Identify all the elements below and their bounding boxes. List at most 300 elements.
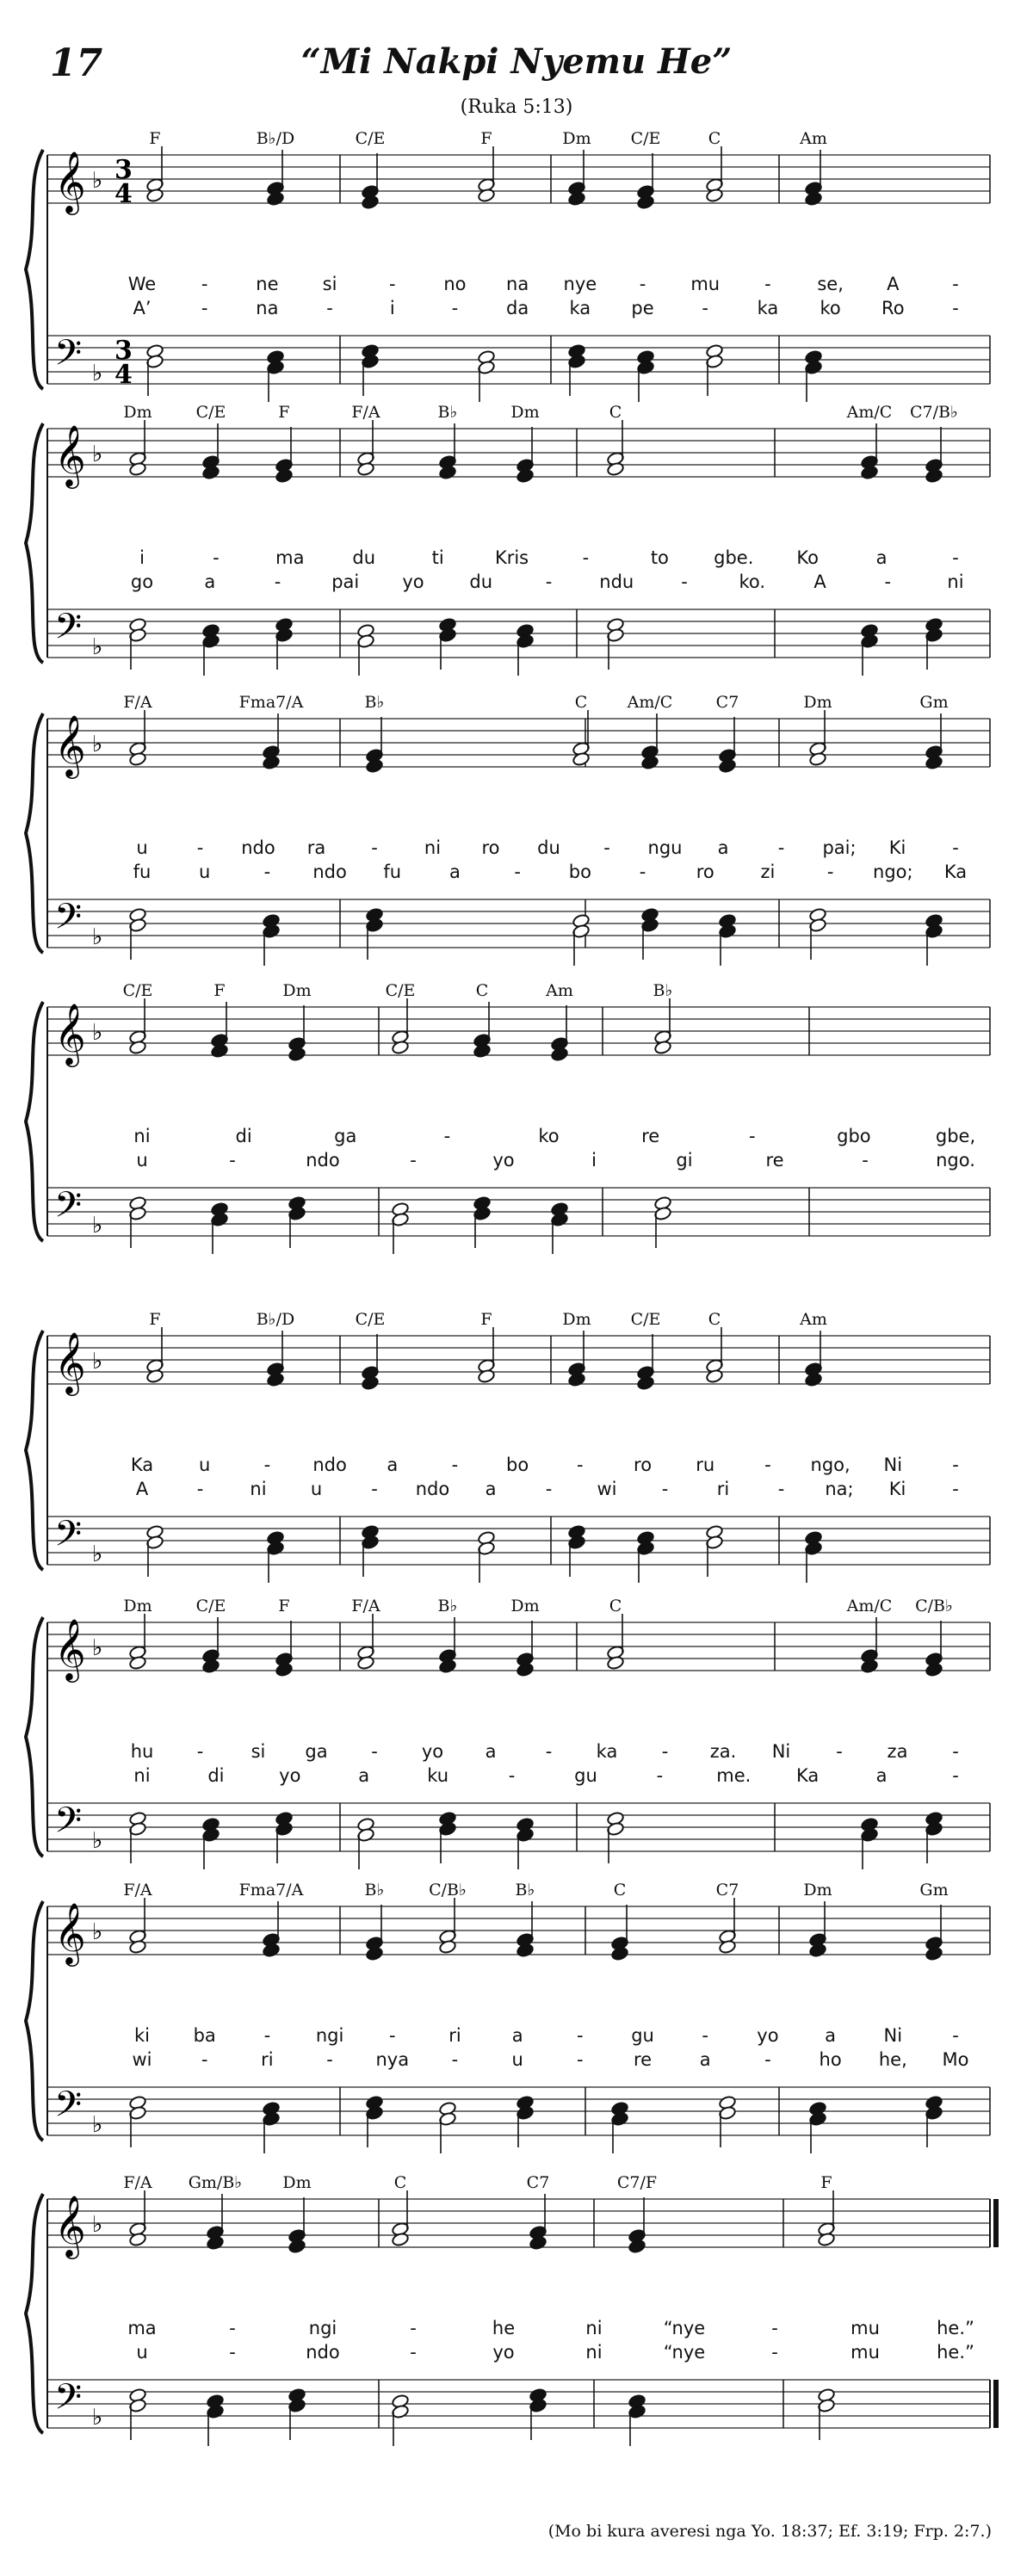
lyric-verse1-syllable: - <box>764 274 771 294</box>
lyric-verse1-syllable: a <box>717 837 729 858</box>
lyric-verse1-syllable: ti <box>431 547 444 568</box>
lyric-verse2-syllable: mu <box>851 2342 880 2363</box>
lyric-verse2-syllable: - <box>514 862 521 882</box>
lyric-verse1-syllable: hu <box>130 1741 154 1762</box>
lyric-verse2-syllable: re <box>765 1150 784 1171</box>
chord-symbol: Am <box>800 1310 827 1329</box>
lyric-verse2-syllable: ni <box>947 571 964 592</box>
lyric-verse2-syllable: ko <box>820 298 841 318</box>
lyric-verse2-syllable: A <box>135 1479 149 1499</box>
lyric-verse1-syllable: We <box>127 274 157 294</box>
footnote: (Mo bi kura averesi nga Yo. 18:37; Ef. 3:19; Frp. 2:7.) <box>547 2522 992 2541</box>
lyric-verse1-syllable: - <box>263 1455 271 1475</box>
lyric-verse2-syllable: - <box>201 2049 208 2070</box>
staff-system-graphic <box>0 403 1033 687</box>
lyric-verse2-syllable: A’ <box>133 298 152 318</box>
chord-symbol: F/A <box>351 1597 380 1615</box>
lyric-verse2-syllable: pe <box>631 298 654 318</box>
lyric-verse1-syllable: Kris <box>494 547 529 568</box>
svg-text:𝄞: 𝄞 <box>54 423 86 486</box>
chord-symbol: F/A <box>123 2173 152 2192</box>
lyric-verse2-syllable: - <box>777 1479 785 1499</box>
chord-symbol: C7 <box>526 2173 550 2192</box>
lyric-verse2-syllable: ndo <box>312 862 347 882</box>
svg-text:𝄞: 𝄞 <box>54 1331 86 1393</box>
lyric-verse2-syllable: ngo; <box>873 862 913 882</box>
lyric-verse1-syllable: - <box>952 547 959 568</box>
lyric-verse2-syllable: - <box>508 1765 516 1786</box>
chord-symbol: Am <box>546 981 573 1000</box>
lyric-verse1-syllable: - <box>582 547 590 568</box>
music-system <box>0 1881 1033 2165</box>
lyric-verse2-syllable: ka <box>757 298 779 318</box>
lyric-verse1-syllable: - <box>952 2025 959 2046</box>
chord-symbol: B♭ <box>437 1597 458 1615</box>
lyric-verse2-syllable: ni <box>585 2342 603 2363</box>
lyric-verse2-syllable: - <box>639 862 646 882</box>
lyric-verse2-syllable: ndo <box>306 1150 340 1171</box>
svg-text:♭: ♭ <box>92 442 103 467</box>
lyric-verse2-syllable: - <box>274 571 281 592</box>
lyric-verse1-syllable: - <box>410 2318 417 2338</box>
chord-symbol: F <box>278 403 290 422</box>
lyric-verse1-syllable: si <box>322 274 337 294</box>
svg-text:4: 4 <box>114 360 133 390</box>
lyric-verse2-syllable: - <box>952 1765 959 1786</box>
lyric-verse1-syllable: ngo, <box>810 1455 851 1475</box>
lyric-verse1-syllable: to <box>650 547 669 568</box>
lyric-verse1-syllable: ba <box>193 2025 216 2046</box>
chord-symbol: F <box>820 2173 832 2192</box>
lyric-verse1-syllable: - <box>451 1455 459 1475</box>
lyric-verse1-syllable: na <box>506 274 529 294</box>
chord-symbol: C <box>393 2173 407 2192</box>
lyric-verse1-syllable: a <box>511 2025 523 2046</box>
lyric-verse2-syllable: A <box>813 571 826 592</box>
lyric-verse2-syllable: - <box>764 2049 771 2070</box>
lyric-verse1-syllable: ndo <box>312 1455 347 1475</box>
staff-system-graphic <box>0 981 1033 1265</box>
lyric-verse2-syllable: - <box>952 298 959 318</box>
lyric-verse2-syllable: ri <box>261 2049 274 2070</box>
lyric-verse1-syllable: - <box>952 1741 959 1762</box>
lyric-verse1-syllable: - <box>213 547 220 568</box>
lyric-verse1-syllable: - <box>748 1126 756 1146</box>
lyric-verse1-syllable: di <box>235 1126 252 1146</box>
lyric-verse2-syllable: he, <box>878 2049 907 2070</box>
chord-symbol: F/A <box>123 693 152 712</box>
music-system <box>0 2173 1033 2457</box>
lyric-verse1-syllable: yo <box>757 2025 779 2046</box>
lyric-verse1-syllable: bo <box>506 1455 529 1475</box>
lyric-verse1-syllable: du <box>537 837 560 858</box>
lyric-verse2-syllable: nya <box>375 2049 410 2070</box>
lyric-verse1-syllable: - <box>777 837 785 858</box>
lyric-verse1-syllable: - <box>702 2025 709 2046</box>
chord-symbol: C/E <box>355 129 386 148</box>
lyric-verse1-syllable: re <box>641 1126 660 1146</box>
lyric-verse1-syllable: mu <box>851 2318 880 2338</box>
lyric-verse1-syllable: - <box>577 1455 584 1475</box>
scripture-reference: (Ruka 5:13) <box>460 96 573 118</box>
svg-text:♭: ♭ <box>92 1541 103 1567</box>
lyric-verse2-syllable: - <box>702 298 709 318</box>
lyric-verse1-syllable: - <box>764 1455 771 1475</box>
lyric-verse2-syllable: - <box>229 2342 236 2363</box>
lyric-verse1-syllable: - <box>952 274 959 294</box>
lyric-verse1-syllable: pai; <box>822 837 857 858</box>
chord-symbol: C/E <box>355 1310 386 1329</box>
lyric-verse1-syllable: ngi <box>308 2318 337 2338</box>
lyric-verse1-syllable: Ni <box>883 1455 903 1475</box>
lyric-verse1-syllable: gbe, <box>935 1126 976 1146</box>
svg-text:𝄢: 𝄢 <box>54 1513 83 1563</box>
chord-symbol: C <box>708 129 721 148</box>
lyric-verse1-syllable: no <box>443 274 467 294</box>
lyric-verse2-syllable: ri <box>716 1479 730 1499</box>
lyric-verse2-syllable: gi <box>676 1150 693 1171</box>
lyric-verse1-syllable: Ni <box>883 2025 903 2046</box>
svg-text:♭: ♭ <box>92 1213 103 1239</box>
hymn-number: 17 <box>50 41 103 85</box>
chord-symbol: Dm <box>510 403 540 422</box>
music-system <box>0 1310 1033 1594</box>
lyric-verse2-syllable: - <box>545 1479 553 1499</box>
lyric-verse2-syllable: - <box>371 1479 378 1499</box>
chord-symbol: Gm <box>919 1881 949 1900</box>
chord-symbol: Gm <box>919 693 949 712</box>
lyric-verse1-syllable: ko <box>538 1126 560 1146</box>
lyric-verse1-syllable: ga <box>305 1741 328 1762</box>
lyric-verse2-syllable: ndo <box>306 2342 340 2363</box>
lyric-verse1-syllable: ne <box>256 274 279 294</box>
lyric-verse1-syllable: ri <box>448 2025 461 2046</box>
lyric-verse2-syllable: da <box>506 298 529 318</box>
svg-text:𝄢: 𝄢 <box>54 1800 83 1850</box>
chord-symbol: B♭ <box>653 981 673 1000</box>
lyric-verse1-syllable: i <box>139 547 145 568</box>
lyric-verse2-syllable: u <box>511 2049 523 2070</box>
lyric-verse2-syllable: ngo. <box>936 1150 975 1171</box>
lyric-verse2-syllable: u <box>310 1479 323 1499</box>
lyric-verse1-syllable: u <box>136 837 148 858</box>
chord-symbol: B♭ <box>364 1881 385 1900</box>
lyric-verse2-syllable: he.” <box>937 2342 974 2363</box>
lyric-verse1-syllable: yo <box>421 1741 444 1762</box>
lyric-verse2-syllable: - <box>656 1765 664 1786</box>
chord-symbol: B♭ <box>437 403 458 422</box>
lyric-verse1-syllable: za. <box>709 1741 737 1762</box>
svg-text:3: 3 <box>114 155 133 185</box>
lyric-verse1-syllable: ma <box>127 2318 157 2338</box>
lyric-verse2-syllable: - <box>884 571 892 592</box>
chord-symbol: F <box>149 1310 161 1329</box>
svg-text:♭: ♭ <box>92 1020 103 1046</box>
chord-symbol: C/E <box>122 981 153 1000</box>
lyric-verse1-syllable: - <box>263 2025 271 2046</box>
chord-symbol: Fma7/A <box>238 1881 304 1900</box>
chord-symbol: C <box>475 981 489 1000</box>
chord-symbol: Fma7/A <box>238 693 304 712</box>
lyric-verse1-syllable: he.” <box>937 2318 974 2338</box>
svg-text:𝄞: 𝄞 <box>54 1002 86 1065</box>
svg-text:♭: ♭ <box>92 732 103 757</box>
lyric-verse1-syllable: Ko <box>796 547 819 568</box>
lyric-verse1-syllable: - <box>952 1455 959 1475</box>
svg-text:♭: ♭ <box>92 2112 103 2138</box>
svg-text:𝄞: 𝄞 <box>54 1901 86 1964</box>
lyric-verse2-syllable: i <box>591 1150 597 1171</box>
lyric-verse1-syllable: ro <box>481 837 500 858</box>
lyric-verse1-syllable: ru <box>696 1455 715 1475</box>
lyric-verse2-syllable: - <box>545 571 553 592</box>
lyric-verse2-syllable: - <box>196 1479 204 1499</box>
chord-symbol: F <box>213 981 226 1000</box>
lyric-verse1-syllable: za <box>887 1741 908 1762</box>
lyric-verse1-syllable: a <box>875 547 888 568</box>
lyric-verse2-syllable: a <box>875 1765 888 1786</box>
svg-text:𝄢: 𝄢 <box>54 1184 83 1234</box>
chord-symbol: Dm <box>803 1881 832 1900</box>
lyric-verse2-syllable: - <box>681 571 688 592</box>
lyric-verse2-syllable: yo <box>492 1150 515 1171</box>
lyric-verse1-syllable: - <box>952 837 959 858</box>
lyric-verse2-syllable: me. <box>716 1765 752 1786</box>
chord-symbol: C7 <box>715 693 739 712</box>
lyric-verse2-syllable: i <box>389 298 395 318</box>
lyric-verse2-syllable: - <box>263 862 271 882</box>
lyric-verse2-syllable: fu <box>383 862 402 882</box>
svg-text:♭: ♭ <box>92 1635 103 1661</box>
chord-symbol: B♭ <box>515 1881 535 1900</box>
svg-text:𝄢: 𝄢 <box>54 606 83 656</box>
lyric-verse2-syllable: di <box>207 1765 225 1786</box>
chord-symbol: C <box>613 1881 627 1900</box>
chord-symbol: Dm <box>510 1597 540 1615</box>
chord-symbol: C7 <box>715 1881 739 1900</box>
music-system <box>0 1597 1033 1881</box>
chord-symbol: F/A <box>123 1881 152 1900</box>
lyric-verse1-syllable: - <box>443 1126 451 1146</box>
chord-symbol: B♭ <box>364 693 385 712</box>
music-system <box>0 129 1033 413</box>
music-system <box>0 403 1033 687</box>
lyric-verse2-syllable: du <box>469 571 493 592</box>
chord-symbol: C/B♭ <box>429 1881 467 1900</box>
lyric-verse2-syllable: na; <box>825 1479 854 1499</box>
lyric-verse1-syllable: ro <box>634 1455 653 1475</box>
lyric-verse1-syllable: se, <box>817 274 844 294</box>
lyric-verse2-syllable: yo <box>492 2342 515 2363</box>
chord-symbol: C <box>609 1597 622 1615</box>
lyric-verse2-syllable: Ki <box>888 1479 906 1499</box>
lyric-verse2-syllable: Mo <box>942 2049 969 2070</box>
svg-text:♭: ♭ <box>92 924 103 950</box>
svg-text:𝄞: 𝄞 <box>54 2194 86 2257</box>
lyric-verse1-syllable: ga <box>334 1126 357 1146</box>
lyric-verse1-syllable: - <box>371 837 378 858</box>
lyric-verse2-syllable: u <box>136 1150 148 1171</box>
lyric-verse2-syllable: gu <box>574 1765 597 1786</box>
lyric-verse2-syllable: zi <box>760 862 776 882</box>
chord-symbol: C/E <box>195 1597 226 1615</box>
lyric-verse1-syllable: gbo <box>837 1126 871 1146</box>
chord-symbol: C/E <box>630 129 661 148</box>
chord-symbol: Dm <box>123 403 152 422</box>
lyric-verse2-syllable: a <box>485 1479 497 1499</box>
chord-symbol: C/E <box>385 981 416 1000</box>
svg-text:♭: ♭ <box>92 168 103 194</box>
chord-symbol: B♭/D <box>256 1310 295 1329</box>
lyric-verse2-syllable: u <box>199 862 211 882</box>
chord-symbol: Dm <box>562 129 591 148</box>
lyric-verse1-syllable: ndo <box>241 837 275 858</box>
chord-symbol: F/A <box>351 403 380 422</box>
staff-system-graphic <box>0 693 1033 977</box>
lyric-verse2-syllable: a <box>358 1765 370 1786</box>
svg-text:𝄢: 𝄢 <box>54 896 83 946</box>
lyric-verse2-syllable: re <box>633 2049 653 2070</box>
svg-text:♭: ♭ <box>92 1919 103 1945</box>
chord-symbol: F <box>278 1597 290 1615</box>
lyric-verse1-syllable: gbe. <box>714 547 754 568</box>
chord-symbol: Am <box>800 129 827 148</box>
svg-text:♭: ♭ <box>92 634 103 660</box>
lyric-verse2-syllable: Ka <box>796 1765 820 1786</box>
svg-text:𝄞: 𝄞 <box>54 1617 86 1680</box>
lyric-verse1-syllable: - <box>196 837 204 858</box>
lyric-verse1-syllable: A <box>887 274 900 294</box>
lyric-verse1-syllable: - <box>836 1741 843 1762</box>
lyric-verse1-syllable: - <box>545 1741 553 1762</box>
svg-text:♭: ♭ <box>92 361 103 386</box>
lyric-verse1-syllable: “nye <box>663 2318 706 2338</box>
lyric-verse2-syllable: yo <box>279 1765 301 1786</box>
lyric-verse2-syllable: a <box>204 571 216 592</box>
lyric-verse1-syllable: a <box>825 2025 837 2046</box>
lyric-verse2-syllable: - <box>577 2049 584 2070</box>
lyric-verse2-syllable: “nye <box>663 2342 706 2363</box>
chord-symbol: Dm <box>562 1310 591 1329</box>
lyric-verse1-syllable: he <box>492 2318 516 2338</box>
lyric-verse1-syllable: ki <box>134 2025 150 2046</box>
lyric-verse1-syllable: - <box>639 274 646 294</box>
lyric-verse2-syllable: - <box>229 1150 236 1171</box>
lyric-verse2-syllable: ro <box>696 862 714 882</box>
chord-symbol: B♭/D <box>256 129 295 148</box>
lyric-verse1-syllable: ngi <box>315 2025 344 2046</box>
lyric-verse1-syllable: ni <box>585 2318 603 2338</box>
lyric-verse2-syllable: ni <box>250 1479 267 1499</box>
lyric-verse1-syllable: mu <box>690 274 721 294</box>
svg-text:3: 3 <box>114 336 133 366</box>
chord-symbol: F <box>480 1310 492 1329</box>
lyric-verse1-syllable: Ki <box>888 837 906 858</box>
lyric-verse2-syllable: ndo <box>415 1479 450 1499</box>
chord-symbol: Am/C <box>846 1597 893 1615</box>
svg-text:♭: ♭ <box>92 1349 103 1374</box>
lyric-verse1-syllable: - <box>201 274 208 294</box>
svg-text:4: 4 <box>114 179 133 209</box>
lyric-verse1-syllable: Ka <box>130 1455 154 1475</box>
lyric-verse2-syllable: a <box>449 862 461 882</box>
lyric-verse2-syllable: ka <box>569 298 591 318</box>
lyric-verse2-syllable: - <box>201 298 208 318</box>
chord-symbol: F <box>480 129 492 148</box>
lyric-verse1-syllable: - <box>388 2025 396 2046</box>
lyric-verse1-syllable: - <box>771 2318 778 2338</box>
chord-symbol: C7/B♭ <box>910 403 958 422</box>
lyric-verse2-syllable: - <box>952 1479 959 1499</box>
svg-text:𝄢: 𝄢 <box>54 332 83 382</box>
staff-system-graphic <box>0 1881 1033 2165</box>
lyric-verse2-syllable: - <box>862 1150 869 1171</box>
svg-text:♭: ♭ <box>92 2212 103 2238</box>
lyric-verse2-syllable: ko. <box>739 571 766 592</box>
lyric-verse2-syllable: - <box>410 2342 417 2363</box>
chord-symbol: C/B♭ <box>915 1597 953 1615</box>
lyric-verse2-syllable: - <box>410 1150 417 1171</box>
lyric-verse1-syllable: ra <box>306 837 326 858</box>
lyric-verse2-syllable: u <box>136 2342 148 2363</box>
svg-text:♭: ♭ <box>92 1828 103 1854</box>
svg-text:𝄢: 𝄢 <box>54 2376 83 2426</box>
lyric-verse1-syllable: - <box>229 2318 236 2338</box>
chord-symbol: Am/C <box>846 403 893 422</box>
lyric-verse2-syllable: go <box>130 571 154 592</box>
chord-symbol: Dm <box>282 981 312 1000</box>
chord-symbol: C <box>609 403 622 422</box>
lyric-verse1-syllable: a <box>387 1455 399 1475</box>
lyric-verse2-syllable: Ka <box>943 862 968 882</box>
lyric-verse1-syllable: ni <box>424 837 442 858</box>
lyric-verse1-syllable: ni <box>133 1126 151 1146</box>
lyric-verse2-syllable: wi <box>597 1479 617 1499</box>
lyric-verse2-syllable: - <box>326 298 333 318</box>
lyric-verse1-syllable: a <box>485 1741 497 1762</box>
chord-symbol: Dm <box>282 2173 312 2192</box>
lyric-verse2-syllable: wi <box>132 2049 152 2070</box>
lyric-verse1-syllable: - <box>388 274 396 294</box>
chord-symbol: Gm/B♭ <box>188 2173 243 2192</box>
lyric-verse2-syllable: fu <box>133 862 152 882</box>
hymn-title: “Mi Nakpi Nyemu He” <box>300 41 733 82</box>
lyric-verse1-syllable: - <box>661 1741 669 1762</box>
chord-symbol: Dm <box>803 693 832 712</box>
lyric-verse1-syllable: nye <box>563 274 597 294</box>
staff-system-graphic <box>0 1597 1033 1881</box>
lyric-verse1-syllable: ngu <box>647 837 683 858</box>
lyric-verse2-syllable: - <box>661 1479 669 1499</box>
lyric-verse2-syllable: pai <box>331 571 360 592</box>
svg-text:𝄢: 𝄢 <box>54 2084 83 2134</box>
svg-text:𝄞: 𝄞 <box>54 713 86 776</box>
lyric-verse1-syllable: u <box>199 1455 211 1475</box>
chord-symbol: C7/F <box>616 2173 658 2192</box>
lyric-verse1-syllable: du <box>352 547 376 568</box>
staff-system-graphic <box>0 2173 1033 2457</box>
music-system <box>0 981 1033 1265</box>
chord-symbol: C <box>708 1310 721 1329</box>
lyric-verse1-syllable: ma <box>275 547 305 568</box>
svg-text:𝄞: 𝄞 <box>54 150 86 213</box>
chord-symbol: F <box>149 129 161 148</box>
lyric-verse2-syllable: - <box>451 298 459 318</box>
lyric-verse2-syllable: ku <box>427 1765 449 1786</box>
svg-text:♭: ♭ <box>92 2405 103 2431</box>
staff-system-graphic <box>0 1310 1033 1594</box>
lyric-verse2-syllable: - <box>326 2049 333 2070</box>
